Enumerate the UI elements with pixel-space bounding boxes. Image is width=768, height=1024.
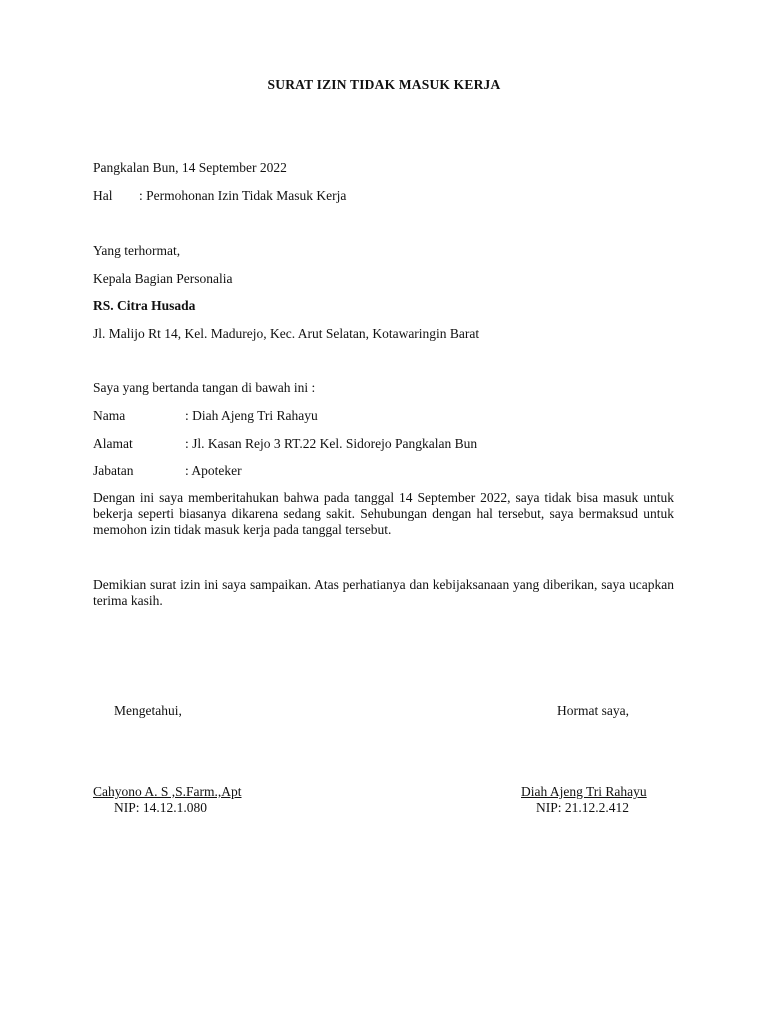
subject-label: Hal bbox=[93, 188, 113, 203]
left-signature-heading: Mengetahui, bbox=[114, 703, 182, 718]
left-signatory-nip: NIP: 14.12.1.080 bbox=[114, 800, 208, 815]
right-signatory-nip: NIP: 21.12.2.412 bbox=[536, 800, 630, 815]
closing-paragraph: Demikian surat izin ini saya sampaikan. Atas perhatianya dan kebijaksanaan yang diberikan, saya ucapkan terima kasih. bbox=[93, 577, 674, 608]
detail-row-address bbox=[93, 436, 477, 452]
place-date: Pangkalan Bun, 14 September 2022 bbox=[93, 160, 287, 175]
intro-text: Saya yang bertanda tangan di bawah ini : bbox=[93, 380, 316, 395]
detail-row-position bbox=[93, 463, 242, 479]
subject-line bbox=[93, 188, 346, 204]
letter-title: SURAT IZIN TIDAK MASUK KERJA bbox=[267, 77, 501, 92]
detail-value: : Jl. Kasan Rejo 3 RT.22 Kel. Sidorejo Pangkalan Bun bbox=[185, 436, 478, 451]
body-paragraph: Dengan ini saya memberitahukan bahwa pada tanggal 14 September 2022, saya tidak bisa masuk untuk bekerja seperti biasanya dikarena sedang sakit. Sehubungan dengan hal tersebut, saya bermaksud untuk memohon izin tidak masuk kerja pada tanggal tersebut. bbox=[93, 490, 674, 537]
subject-value: : Permohonan Izin Tidak Masuk Kerja bbox=[139, 188, 347, 203]
detail-value: : Diah Ajeng Tri Rahayu bbox=[185, 408, 318, 423]
detail-row-name bbox=[93, 408, 318, 424]
right-signature-heading: Hormat saya, bbox=[557, 703, 629, 718]
detail-label: Nama bbox=[93, 408, 126, 423]
recipient-institution: RS. Citra Husada bbox=[93, 298, 196, 313]
detail-value: : Apoteker bbox=[185, 463, 242, 478]
detail-label: Jabatan bbox=[93, 463, 134, 478]
recipient-position: Kepala Bagian Personalia bbox=[93, 271, 233, 286]
salutation: Yang terhormat, bbox=[93, 243, 181, 258]
right-signatory-name: Diah Ajeng Tri Rahayu bbox=[521, 784, 647, 799]
left-signatory-name: Cahyono A. S ,S.Farm.,Apt bbox=[93, 784, 242, 799]
detail-label: Alamat bbox=[93, 436, 133, 451]
recipient-address: Jl. Malijo Rt 14, Kel. Madurejo, Kec. Arut Selatan, Kotawaringin Barat bbox=[93, 326, 480, 341]
